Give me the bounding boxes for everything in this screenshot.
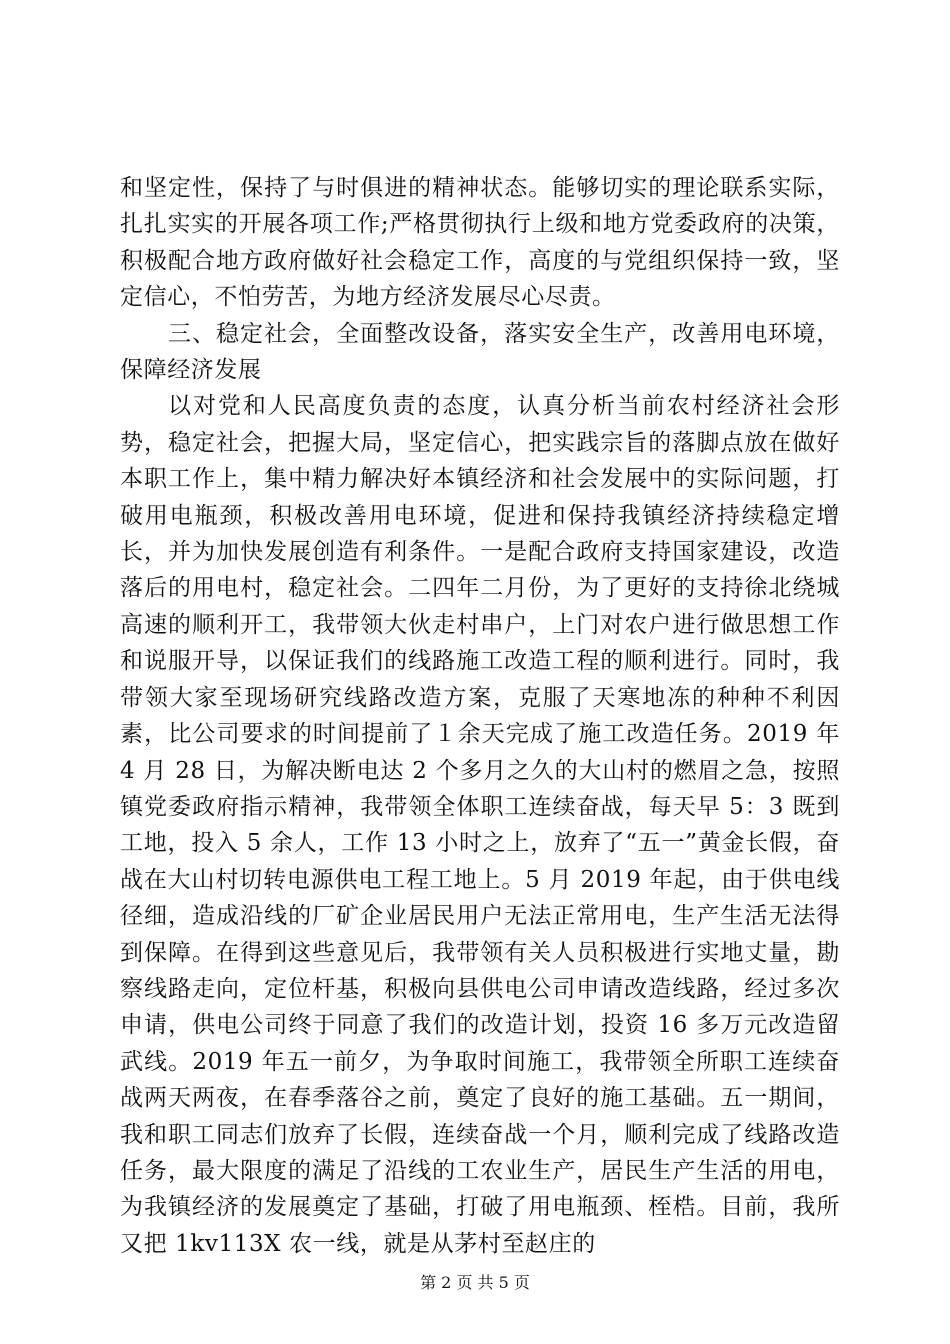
- paragraph-continuation: 和坚定性，保持了与时俱进的精神状态。能够切实的理论联系实际，扎扎实实的开展各项工作;严格贯彻执行上级和地方党委政府的决策，积极配合地方政府做好社会稳定工作，高度的与党组织保持一致，坚定信心，不怕劳苦，为地方经济发展尽心尽责。: [120, 175, 840, 311]
- section-heading: 三、稳定社会，全面整改设备，落实安全生产，改善用电环境，保障经济发展: [120, 320, 840, 384]
- body-text: [120, 170, 840, 1262]
- paragraph-body: 以对党和人民高度负责的态度，认真分析当前农村经济社会形势，稳定社会，把握大局，坚定信心，把实践宗旨的落脚点放在做好本职工作上，集中精力解决好本镇经济和社会发展中的实际问题，打破用电瓶颈，积极改善用电环境，促进和保持我镇经济持续稳定增长，并为加快发展创造有利条件。一是配合政府支持国家建设，改造落后的用电村，稳定社会。二四年二月份，为了更好的支持徐北绕城高速的顺利开工，我带领大伙走村串户，上门对农户进行做思想工作和说服开导，以保证我们的线路施工改造工程的顺利进行。同时，我带领大家至现场研究线路改造方案，克服了天寒地冻的种种不利因素，比公司要求的时间提前了１余天完成了施工改造任务。2019 年 4 月 28 日，为解决断电达 2 个多月之久的大山村的燃眉之急，按照镇党委政府指示精神，我带领全体职工连续奋战，每天早 5：3 既到工地，投入 5 余人，工作 13 小时之上，放弃了“五一”黄金长假，奋战在大山村切转电源供电工程工地上。5 月 2019 年起，由于供电线径细，造成沿线的厂矿企业居民用户无法正常用电，生产生活无法得到保障。在得到这些意见后，我带领有关人员积极进行实地丈量，勘察线路走向，定位杆基，积极向县供电公司申请改造线路，经过多次申请，供电公司终于同意了我们的改造计划，投资 16 多万元改造留武线。2019 年五一前夕，为争取时间施工，我带领全所职工连续奋战两天两夜，在春季落谷之前，奠定了良好的施工基础。五一期间，我和职工同志们放弃了长假，连续奋战一个月，顺利完成了线路改造任务，最大限度的满足了沿线的工农业生产，居民生产生活的用电，为我镇经济的发展奠定了基础，打破了用电瓶颈、桎梏。目前，我所又把 1kv113X 农一线，就是从茅村至赵庄的: [120, 393, 840, 1257]
- page-footer: 第 2 页 共 5 页: [420, 1273, 530, 1292]
